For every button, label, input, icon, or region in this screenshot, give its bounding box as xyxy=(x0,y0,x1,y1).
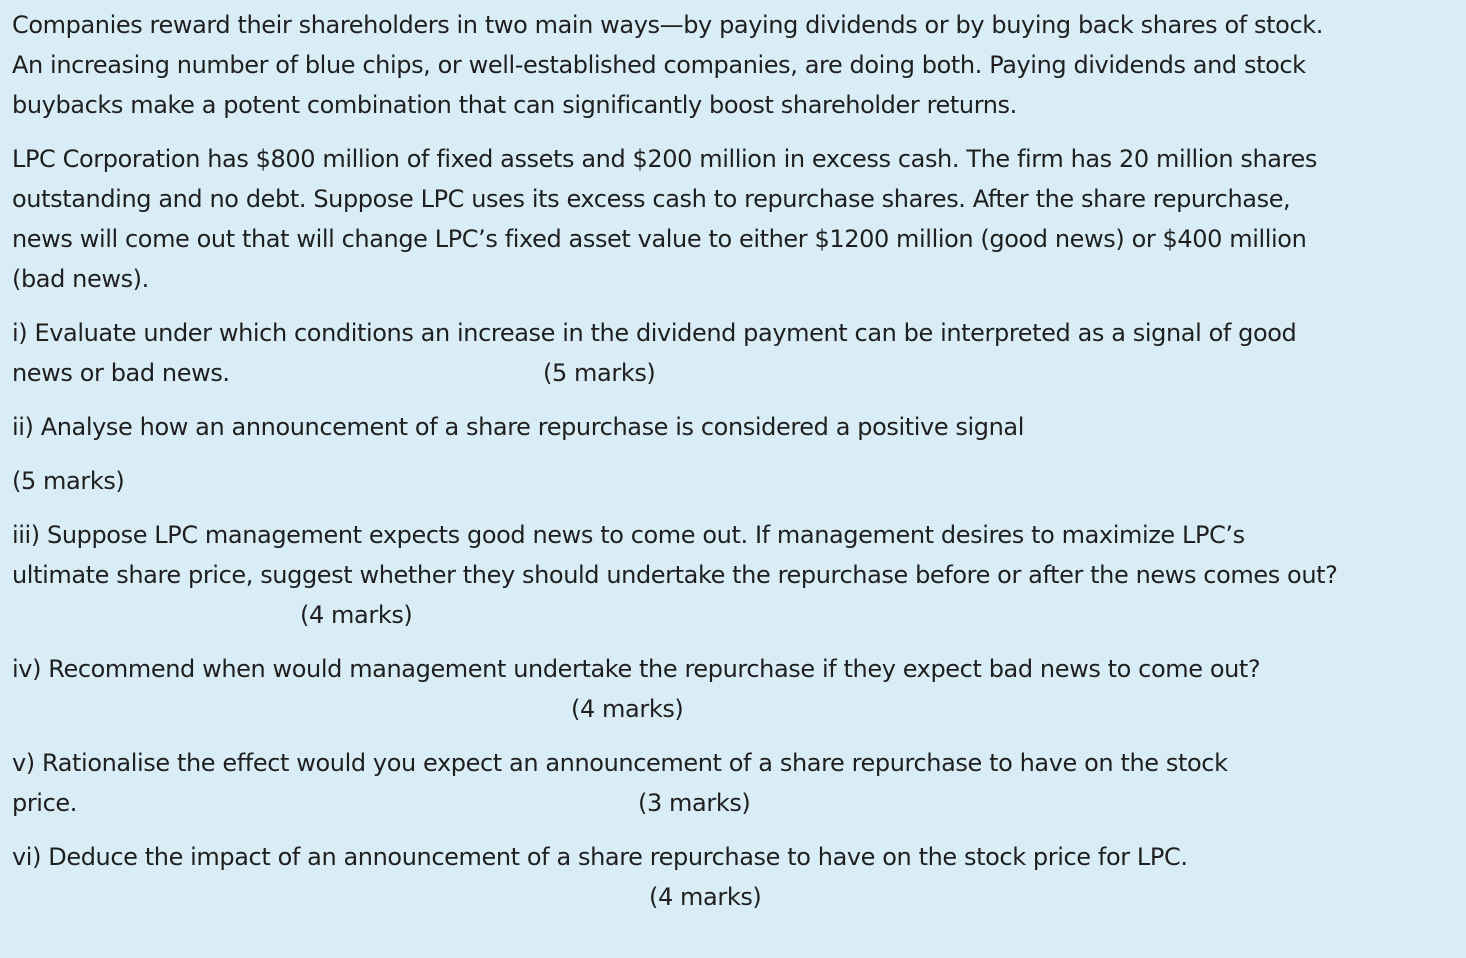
question-text: price. xyxy=(12,789,77,817)
question-ii xyxy=(12,407,1024,447)
question-vi xyxy=(12,837,1462,917)
marks-row xyxy=(12,595,1462,635)
marks-label: (5 marks) xyxy=(543,359,656,387)
scenario-line: LPC Corporation has $800 million of fixed assets and $200 million in excess cash. The firm has 20 million shares xyxy=(12,145,1317,173)
marks-label: (3 marks) xyxy=(638,789,751,817)
marks-row xyxy=(12,877,1462,917)
marks-label: (4 marks) xyxy=(649,883,762,911)
marks-label: (4 marks) xyxy=(571,695,684,723)
scenario-line: outstanding and no debt. Suppose LPC uses its excess cash to repurchase shares. After the share repurchase, xyxy=(12,185,1291,213)
marks-row xyxy=(12,689,1462,729)
question-text: iii) Suppose LPC management expects good news to come out. If management desires to maximize LPC’s xyxy=(12,521,1245,549)
intro-line: Companies reward their shareholders in two main ways—by paying dividends or by buying back shares of stock. xyxy=(12,11,1323,39)
scenario-line: (bad news). xyxy=(12,265,149,293)
scenario-paragraph xyxy=(12,139,1317,299)
question-text: ultimate share price, suggest whether they should undertake the repurchase before or after the news comes out? xyxy=(12,561,1338,589)
marks-label: (5 marks) xyxy=(12,467,125,495)
question-text: news or bad news. xyxy=(12,359,230,387)
intro-line: An increasing number of blue chips, or well-established companies, are doing both. Paying dividends and stock xyxy=(12,51,1306,79)
question-ii-marks xyxy=(12,461,124,501)
question-text: v) Rationalise the effect would you expect an announcement of a share repurchase to have on the stock xyxy=(12,749,1228,777)
question-v xyxy=(12,743,1462,823)
marks-label: (4 marks) xyxy=(300,601,413,629)
question-text: iv) Recommend when would management undertake the repurchase if they expect bad news to come out? xyxy=(12,655,1261,683)
question-i xyxy=(12,313,1462,393)
scenario-line: news will come out that will change LPC’s fixed asset value to either $1200 million (good news) or $400 million xyxy=(12,225,1307,253)
question-iii xyxy=(12,515,1462,635)
intro-line: buybacks make a potent combination that can significantly boost shareholder returns. xyxy=(12,91,1017,119)
question-text: ii) Analyse how an announcement of a share repurchase is considered a positive signal xyxy=(12,413,1025,441)
intro-paragraph xyxy=(12,5,1323,125)
question-text: i) Evaluate under which conditions an increase in the dividend payment can be interpreted as a signal of good xyxy=(12,319,1297,347)
question-iv xyxy=(12,649,1462,729)
question-text: vi) Deduce the impact of an announcement of a share repurchase to have on the stock price for LPC. xyxy=(12,843,1188,871)
